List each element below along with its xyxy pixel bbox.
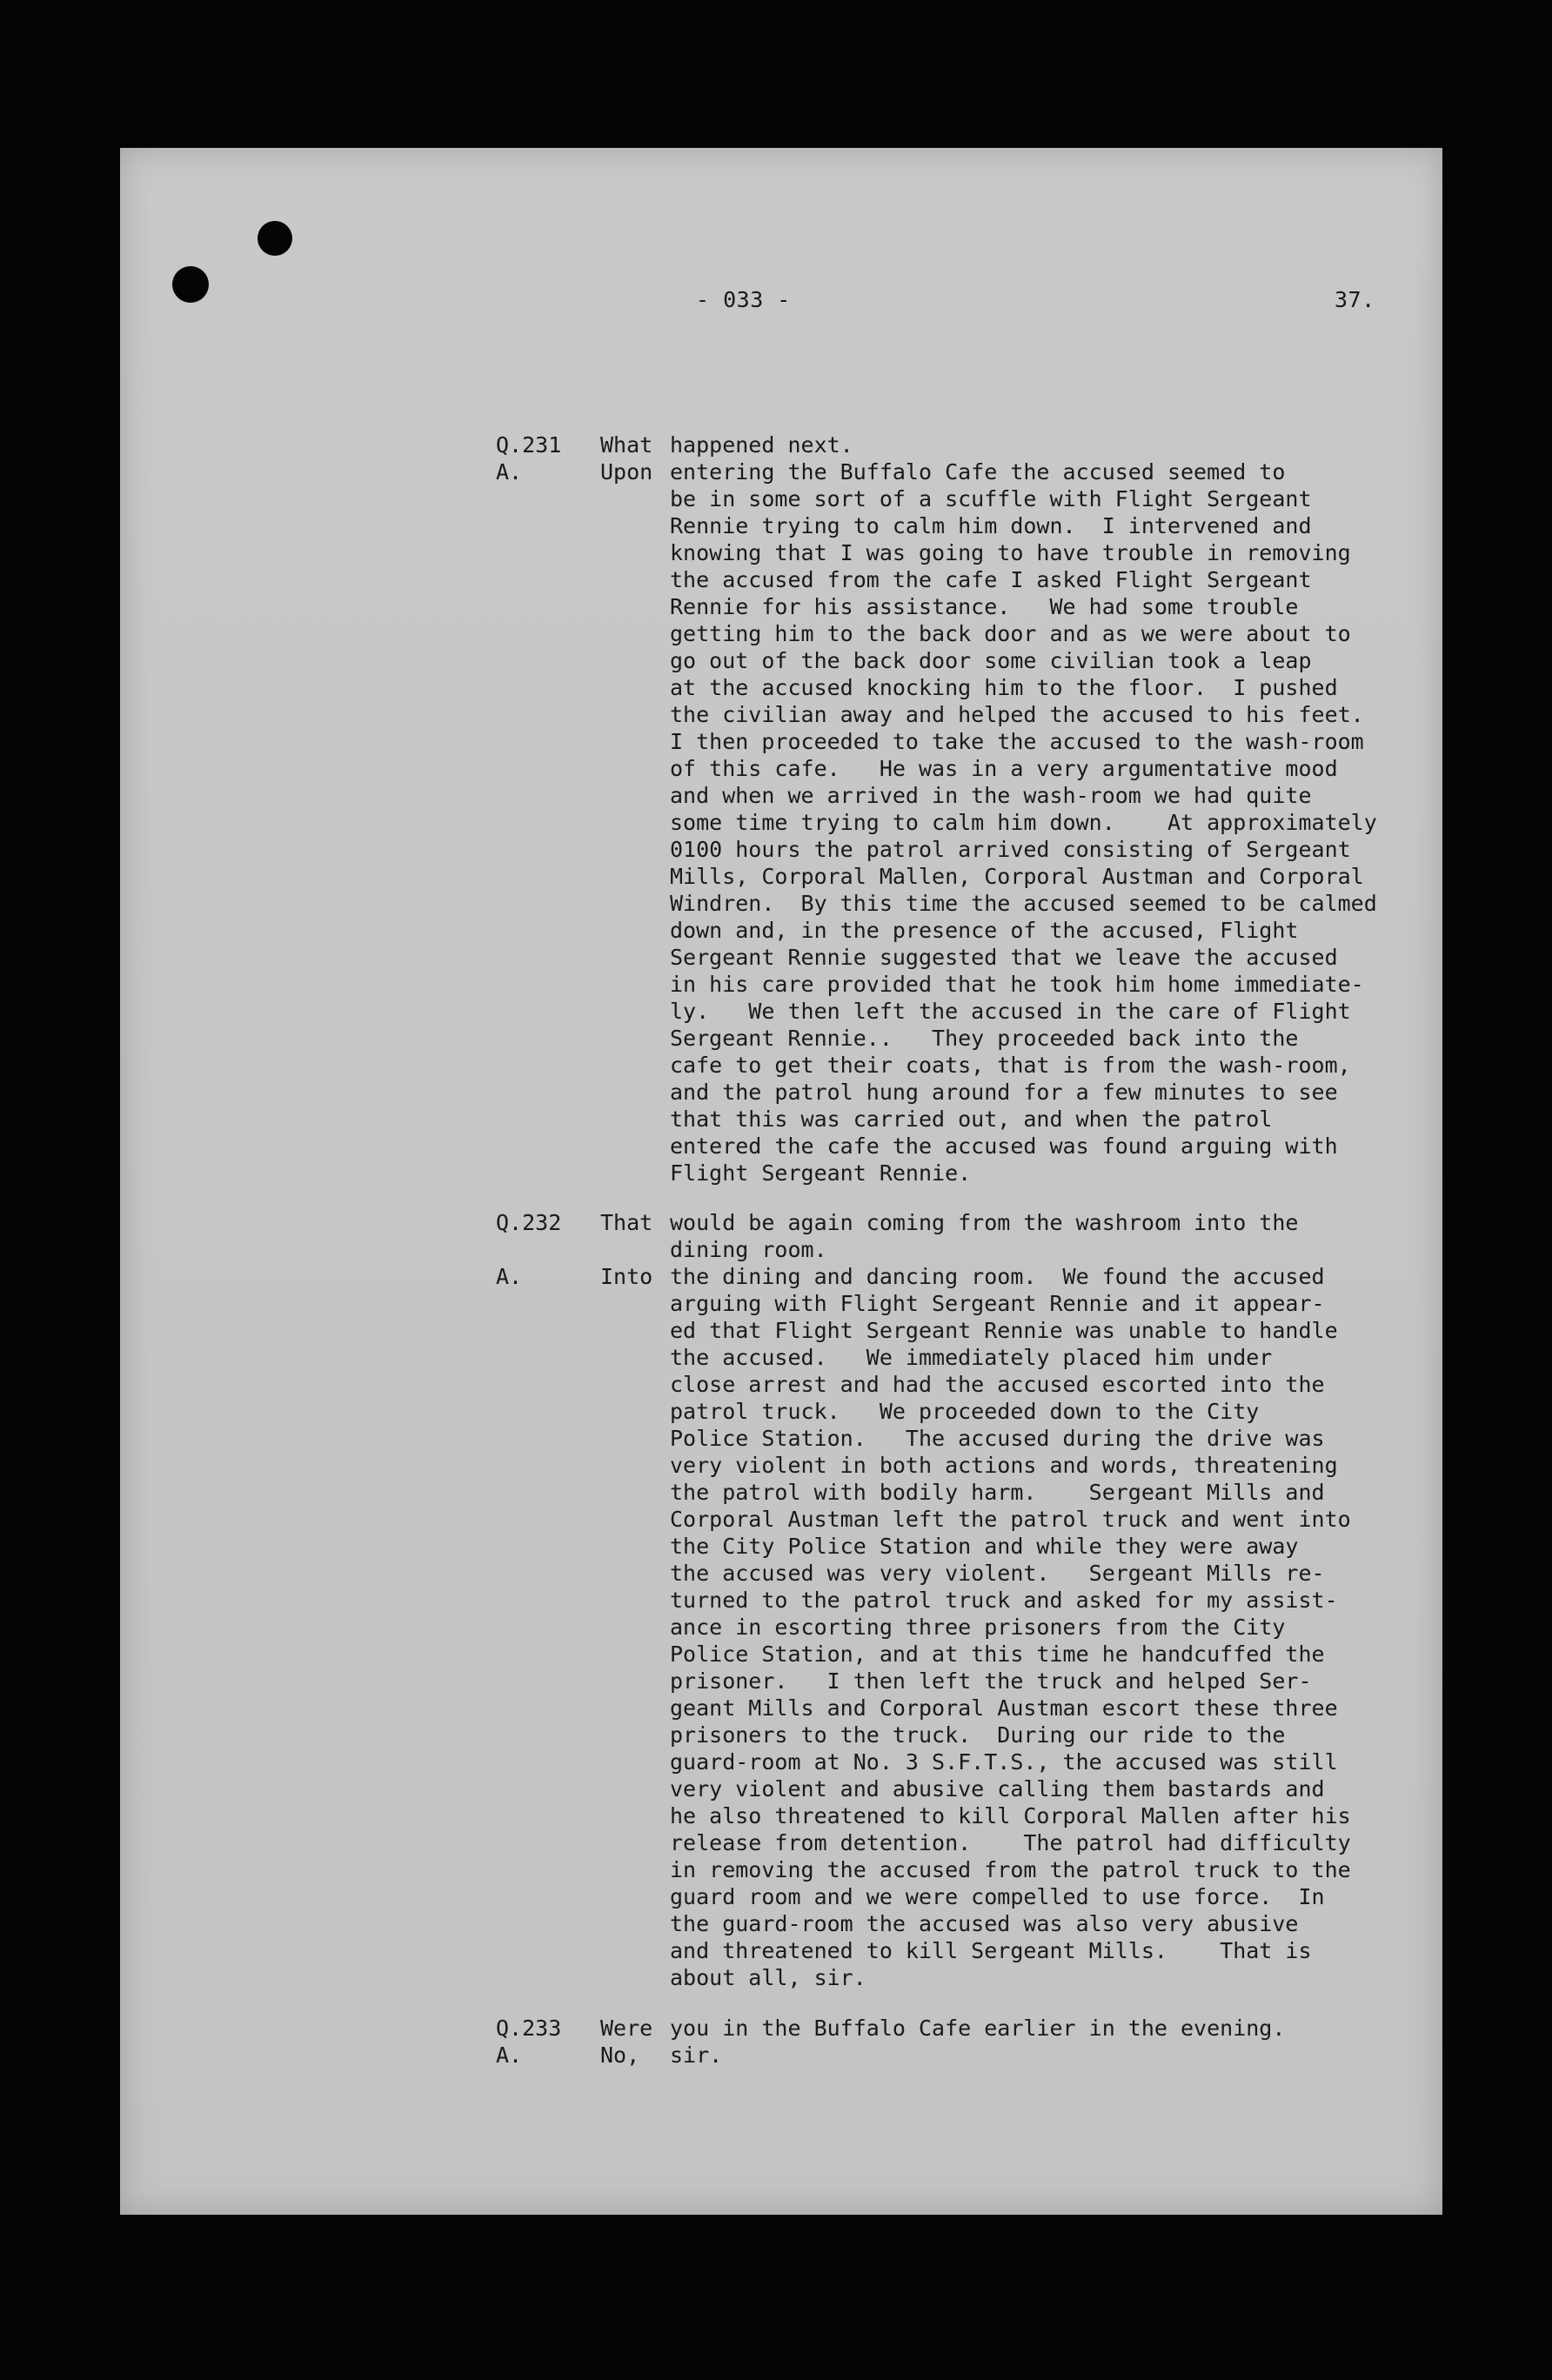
- question-lead-word: That: [600, 1210, 653, 1235]
- answer-row: [496, 1263, 1435, 1991]
- qa-entry: [496, 2015, 1435, 2069]
- punch-hole: [258, 221, 292, 256]
- answer-lead-word: No,: [600, 2042, 640, 2068]
- answer-text: sir.: [670, 2042, 723, 2068]
- page-mark: - 033 -: [696, 287, 791, 312]
- answer-lead-word: Upon: [600, 459, 653, 485]
- question-text: happened next.: [670, 432, 853, 458]
- question-lead-word: What: [600, 432, 653, 458]
- question-label: Q.232: [496, 1210, 562, 1235]
- answer-text: entering the Buffalo Cafe the accused seemed to be in some sort of a scuffle with Flight Sergeant Rennie trying to calm him down. I intervened and knowing that I was going to have trouble in removing the accused from the cafe I asked Flight Sergeant Rennie for his assistance. We had some trouble getting him to the back door and as we were about to go out of the back door some civilian took a leap at the accused knocking him to the floor. I pushed the civilian away and helped the accused to his feet. I then proceeded to take the accused to the wash-room of this cafe. He was in a very argumentative mood and when we arrived in the wash-room we had quite some time trying to calm him down. At approximately 0100 hours the patrol arrived consisting of Sergeant Mills, Corporal Mallen, Corporal Austman and Corporal Windren. By this time the accused seemed to be calmed down and, in the presence of the accused, Flight Sergeant Rennie suggested that we leave the accused in his care provided that he took him home immediate- ly. We then left the accused in the care of Flight Sergeant Rennie.. They proceeded back into the cafe to get their coats, that is from the wash-room, and the patrol hung around for a few minutes to see that this was carried out, and when the patrol entered the cafe the accused was found arguing with Flight Sergeant Rennie.: [670, 459, 1377, 1186]
- question-row: [496, 1209, 1435, 1263]
- question-label: Q.231: [496, 432, 562, 458]
- answer-row: [496, 458, 1435, 1187]
- answer-label: A.: [496, 2042, 523, 2068]
- page-number: 37.: [1335, 287, 1375, 312]
- answer-lead-word: Into: [600, 1264, 653, 1289]
- question-text: you in the Buffalo Cafe earlier in the evening.: [670, 2016, 1286, 2041]
- question-row: [496, 2015, 1435, 2042]
- answer-row: [496, 2042, 1435, 2069]
- qa-entry: [496, 1209, 1435, 1991]
- question-row: [496, 431, 1435, 458]
- punch-hole: [172, 266, 209, 303]
- qa-entry: [496, 431, 1435, 1187]
- question-label: Q.233: [496, 2016, 562, 2041]
- question-text: would be again coming from the washroom into the dining room.: [670, 1210, 1299, 1262]
- answer-text: the dining and dancing room. We found the accused arguing with Flight Sergeant Rennie and it appear- ed that Flight Sergeant Rennie was unable to handle the accused. We immediately placed him under close arrest and had the accused escorted into the patrol truck. We proceeded down to the City Police Station. The accused during the drive was very violent in both actions and words, threatening the patrol with bodily harm. Sergeant Mills and Corporal Austman left the patrol truck and went into the City Police Station and while they were away the accused was very violent. Sergeant Mills re- turned to the patrol truck and asked for my assist- ance in escorting three prisoners from the City Police Station, and at this time he handcuffed the prisoner. I then left the truck and helped Ser- geant Mills and Corporal Austman escort these three prisoners to the truck. During our ride to the guard-room at No. 3 S.F.T.S., the accused was still very violent and abusive calling them bastards and he also threatened to kill Corporal Mallen after his release from detention. The patrol had difficulty in removing the accused from the patrol truck to the guard room and we were compelled to use force. In the guard-room the accused was also very abusive and threatened to kill Sergeant Mills. That is about all, sir.: [670, 1264, 1351, 1990]
- question-lead-word: Were: [600, 2016, 653, 2041]
- answer-label: A.: [496, 459, 523, 485]
- answer-label: A.: [496, 1264, 523, 1289]
